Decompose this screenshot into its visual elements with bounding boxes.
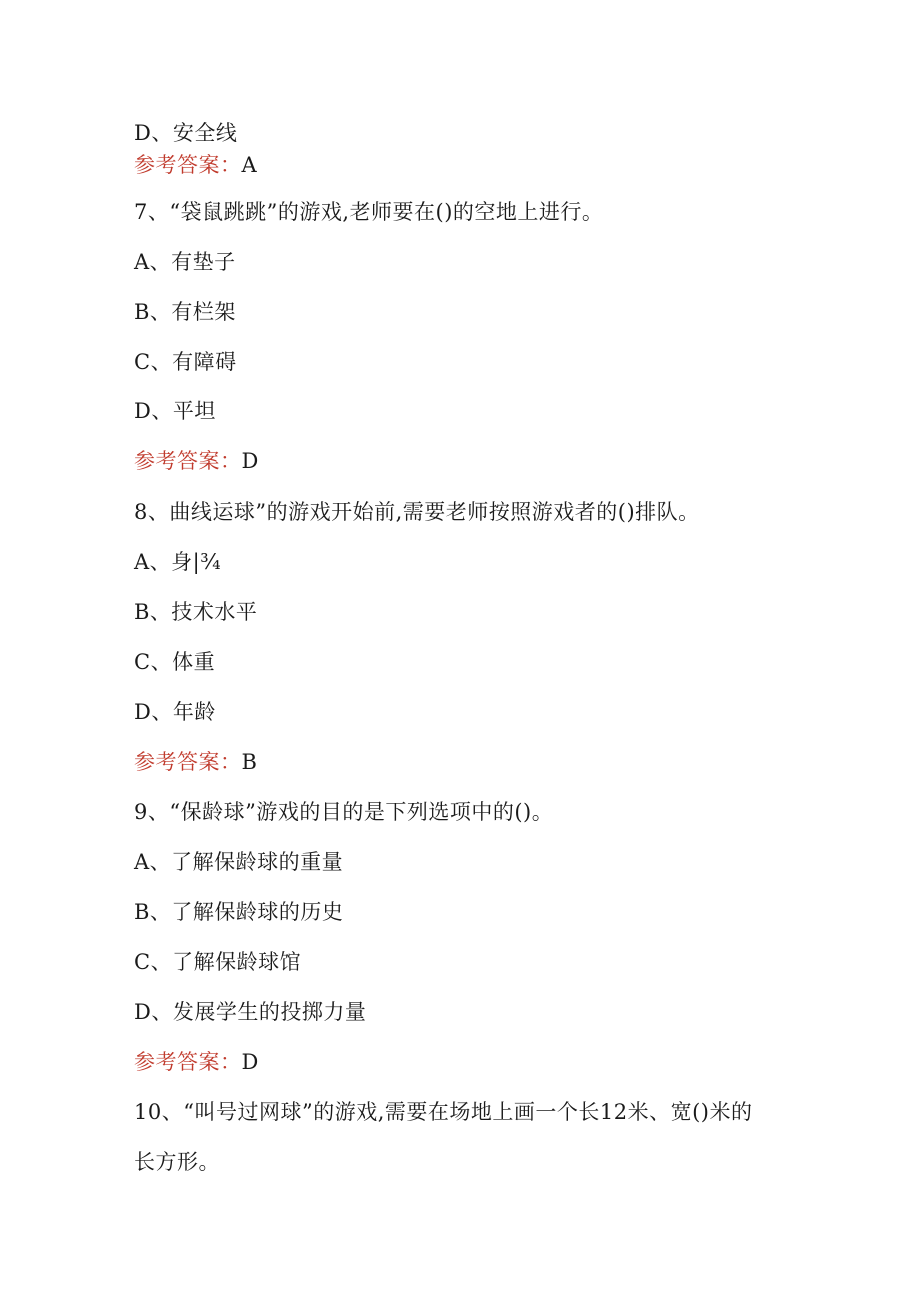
answer-value: D	[241, 1050, 259, 1074]
option-8c: C、体重	[134, 650, 216, 674]
option-8b: B、技术水平	[134, 600, 258, 624]
question-8: 8、曲线运球”的游戏开始前,需要老师按照游戏者的()排队。	[134, 500, 700, 524]
question-7: 7、“袋鼠跳跳”的游戏,老师要在()的空地上进行。	[134, 200, 604, 224]
answer-label: 参考答案：	[134, 449, 242, 473]
answer-8	[134, 747, 257, 777]
answer-6	[134, 150, 257, 180]
answer-label: 参考答案：	[134, 750, 242, 774]
option-9a: A、了解保龄球的重量	[134, 850, 344, 874]
answer-label: 参考答案：	[134, 1050, 242, 1074]
option-7a: A、有垫子	[134, 250, 236, 274]
option-6d: D、安全线	[134, 121, 238, 145]
answer-7	[134, 446, 259, 476]
question-10: 10、“叫号过网球”的游戏,需要在场地上画一个长12米、宽()米的	[134, 1100, 753, 1124]
option-8d: D、年龄	[134, 700, 216, 724]
answer-value: A	[241, 153, 258, 177]
option-8a: A、身|¾	[134, 550, 222, 574]
option-9d: D、发展学生的投掷力量	[134, 1000, 367, 1024]
answer-value: B	[241, 750, 258, 774]
answer-value: D	[241, 449, 259, 473]
option-9b: B、了解保龄球的历史	[134, 900, 344, 924]
question-10-continued: 长方形。	[134, 1150, 220, 1174]
question-9: 9、“保龄球”游戏的目的是下列选项中的()。	[134, 800, 554, 824]
option-7c: C、有障碍	[134, 350, 237, 374]
option-7d: D、平坦	[134, 399, 216, 423]
answer-label: 参考答案：	[134, 153, 242, 177]
option-9c: C、了解保龄球馆	[134, 950, 302, 974]
answer-9	[134, 1047, 259, 1077]
option-7b: B、有栏架	[134, 300, 236, 324]
